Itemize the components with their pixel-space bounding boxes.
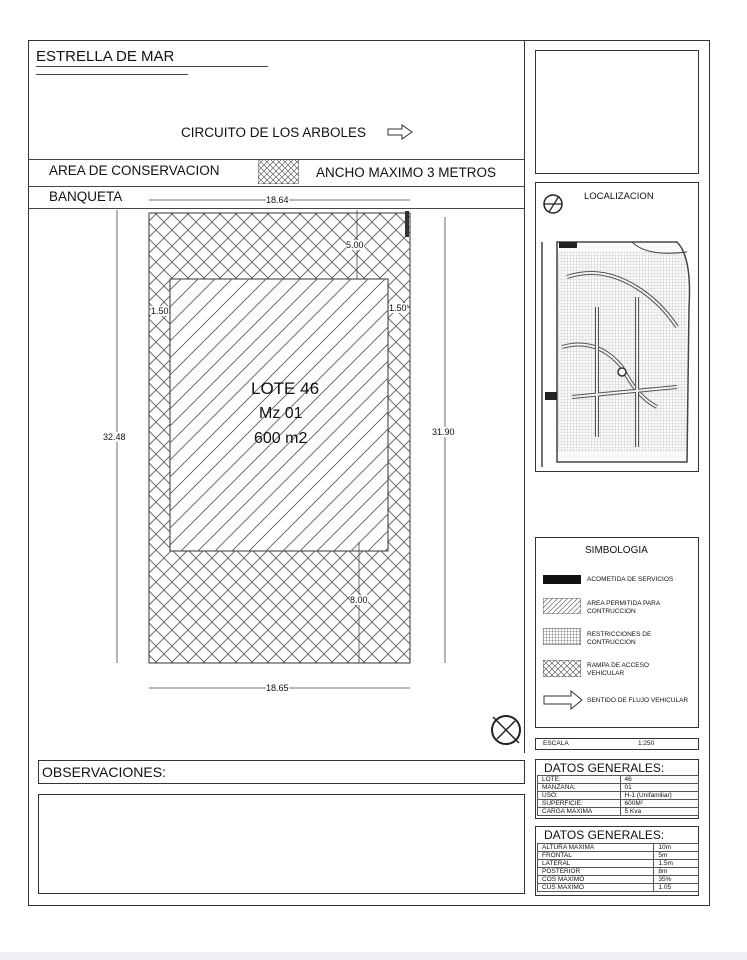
legend-title: SIMBOLOGIA (585, 545, 648, 556)
table-cell-key: LOTE: (538, 776, 621, 784)
dim-top: 18.64 (266, 195, 289, 205)
table-row (538, 884, 699, 892)
legend-item-label: AREA PERMITIDA PARA CONTRUCCION (587, 600, 660, 615)
table-row (538, 860, 699, 868)
conservation-line-bottom (28, 186, 525, 187)
dim-bottom: 18.65 (266, 683, 289, 693)
black-bar-icon (543, 575, 581, 584)
table-cell-value: 10m (654, 844, 699, 852)
cross-hatch-icon (543, 660, 581, 677)
table-row (538, 808, 699, 816)
table-cell-key: CUS MAXIMO (538, 884, 654, 892)
table-cell-value: 01 (620, 784, 698, 792)
right-arrow-icon (387, 124, 413, 140)
table-cell-key: LATERAL (538, 860, 654, 868)
legend-item-label: ACOMETIDA DE SERVICIOS (587, 576, 674, 583)
location-map (537, 237, 697, 472)
table-cell-key: FRONTAL (538, 852, 654, 860)
dim-side-right: 1.50 (389, 303, 407, 313)
table-cell-key: CARGA MAXIMA (538, 808, 621, 816)
sidewalk-label: BANQUETA (49, 189, 123, 204)
location-north-icon (541, 192, 565, 216)
observations-body (38, 794, 525, 894)
dim-front-setback: 5.00 (346, 240, 364, 250)
table-row (538, 800, 699, 808)
lot-block: Mz 01 (259, 405, 303, 422)
table-cell-value: 1.5m (654, 860, 699, 868)
table-row (538, 776, 699, 784)
table-cell-key: USO: (538, 792, 621, 800)
title-underline-2 (36, 74, 188, 75)
table-cell-value: 8m (654, 868, 699, 876)
general-data-2-title: DATOS GENERALES: (544, 828, 665, 842)
dim-left: 32.48 (103, 432, 126, 442)
diagonal-hatch-icon (543, 598, 581, 614)
table-row (538, 792, 699, 800)
table-cell-key: POSTERIOR (538, 868, 654, 876)
title-block-box (535, 50, 699, 174)
table-cell-key: MANZANA: (538, 784, 621, 792)
conservation-width-note: ANCHO MAXIMO 3 METROS (316, 165, 497, 180)
table-row (538, 852, 699, 860)
table-cell-key: SUPERFICIE: (538, 800, 621, 808)
scale-label: ESCALA (543, 740, 569, 747)
bottom-strip (0, 952, 747, 960)
dim-right: 31.90 (432, 427, 455, 437)
project-title: ESTRELLA DE MAR (36, 48, 175, 65)
lot-area: 600 m2 (254, 430, 308, 447)
street-name: CIRCUITO DE LOS ARBOLES (181, 125, 367, 140)
table-row (538, 844, 699, 852)
table-cell-value: 35% (654, 876, 699, 884)
general-data-2-table (537, 843, 699, 892)
conservation-label: AREA DE CONSERVACION (49, 163, 220, 178)
dim-side-left: 1.50 (151, 306, 169, 316)
table-cell-value: 5m (654, 852, 699, 860)
table-cell-key: COS MAXIMO (538, 876, 654, 884)
table-cell-value: 46 (620, 776, 698, 784)
legend-item-label: RESTRICCIONES DE CONTRUCCION (587, 631, 652, 646)
table-cell-value: 5 Kva (620, 808, 698, 816)
table-cell-value: H-1 (Unifamiliar) (620, 792, 698, 800)
table-row (538, 868, 699, 876)
table-row (538, 876, 699, 884)
table-cell-value: 600M² (620, 800, 698, 808)
grid-hatch-icon (543, 628, 581, 645)
legend-item-label: SENTIDO DE FLUJO VEHICULAR (587, 697, 689, 704)
dim-rear-setback: 8.00 (350, 595, 368, 605)
lot-name: LOTE 46 (251, 379, 320, 398)
general-data-title: DATOS GENERALES: (544, 761, 665, 775)
scale-value: 1:250 (638, 740, 655, 747)
outline-arrow-icon (543, 690, 583, 710)
table-cell-value: 1.05 (654, 884, 699, 892)
title-underline (36, 66, 268, 67)
service-connection-bar (405, 211, 409, 237)
observations-label: OBSERVACIONES: (42, 764, 166, 780)
location-title: LOCALIZACION (584, 191, 654, 202)
table-cell-key: ALTURA MAXIMA (538, 844, 654, 852)
general-data-table (537, 775, 699, 816)
table-row (538, 784, 699, 792)
conservation-hatch-swatch (258, 159, 299, 184)
north-arrow-icon (489, 713, 523, 747)
legend-item-label: RAMPA DE ACCESO VEHICULAR (587, 662, 650, 677)
